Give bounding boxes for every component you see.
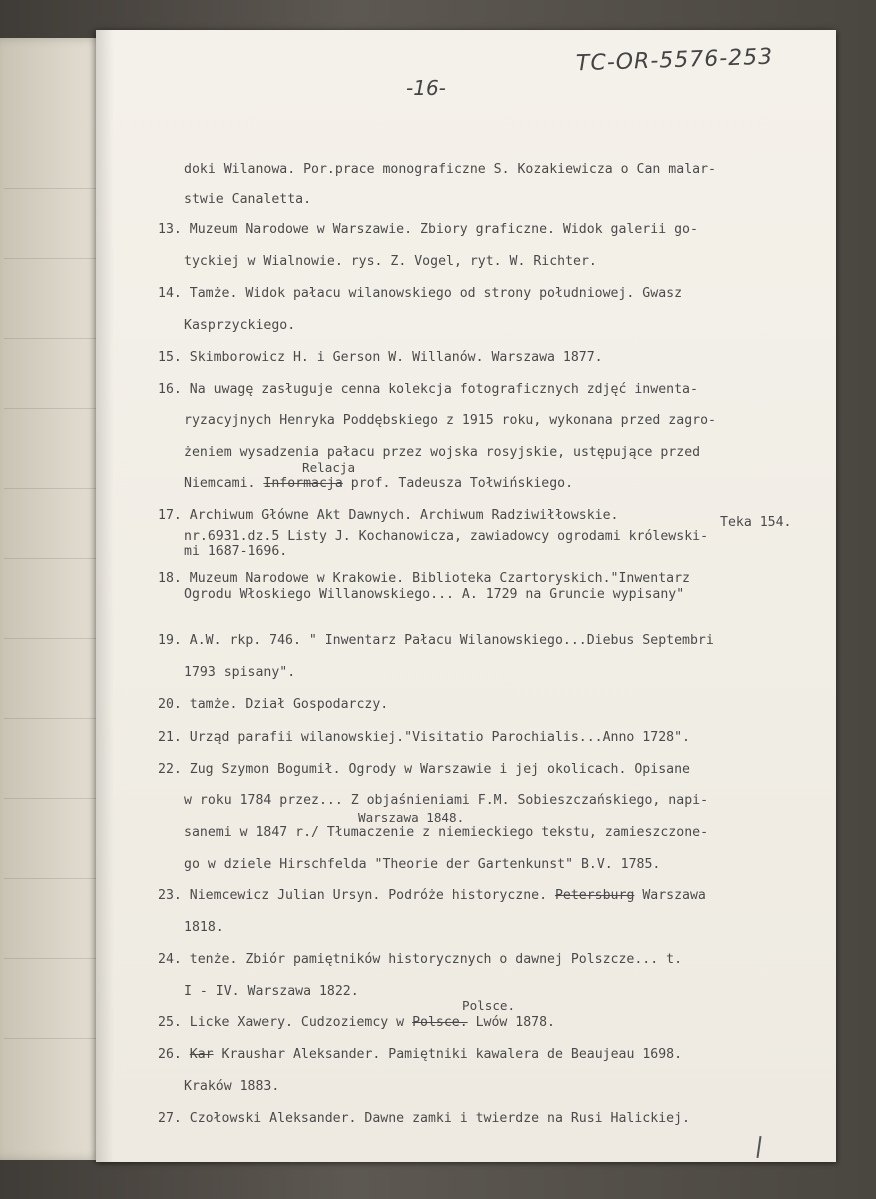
text-line: Niemcami. Informacja prof. Tadeusza Tołwińskiego.	[184, 476, 574, 491]
archive-signature: TC-OR-5576-253	[575, 44, 774, 77]
document-page	[96, 30, 836, 1162]
text-line: go w dziele Hirschfelda "Theorie der Gartenkunst" B.V. 1785.	[184, 857, 661, 872]
text-line: w roku 1784 przez... Z objaśnieniami F.M. Sobieszczańskiego, napi-	[184, 793, 709, 808]
text-line: 15. Skimborowicz H. i Gerson W. Willanów. Warszawa 1877.	[158, 350, 603, 365]
text-line: sanemi w 1847 r./ Tłumaczenie z niemieckiego tekstu, zamieszczone-	[184, 825, 709, 840]
text-line: Teka 154.	[720, 515, 792, 530]
text-line: 26. Kar Kraushar Aleksander. Pamiętniki kawalera de Beaujeau 1698.	[158, 1047, 683, 1062]
text-line: 27. Czołowski Aleksander. Dawne zamki i twierdze na Rusi Halickiej.	[158, 1111, 690, 1126]
handwritten-insertion: Relacja	[302, 460, 356, 475]
text-line: 24. tenże. Zbiór pamiętników historycznych o dawnej Polszcze... t.	[158, 952, 683, 967]
handwritten-insertion: Warszawa 1848.	[358, 810, 465, 825]
text-line: 23. Niemcewicz Julian Ursyn. Podróże historyczne. Petersburg Warszawa	[158, 888, 706, 903]
struck-word: Kar	[189, 1047, 214, 1062]
text-line: 14. Tamże. Widok pałacu wilanowskiego od strony południowej. Gwasz	[158, 286, 683, 301]
text-line: Ogrodu Włoskiego Willanowskiego... A. 1729 na Gruncie wypisany"	[184, 587, 685, 602]
text-line: mi 1687-1696.	[184, 544, 288, 559]
struck-word: Petersburg	[554, 888, 635, 903]
text-line: I - IV. Warszawa 1822.	[184, 984, 359, 999]
text-line: 1793 spisany".	[184, 665, 296, 680]
text-line: nr.6931.dz.5 Listy J. Kochanowicza, zawiadowcy ogrodami królewski-	[184, 529, 709, 544]
text-line: 22. Zug Szymon Bogumił. Ogrody w Warszawie i jej okolicach. Opisane	[158, 762, 690, 777]
text-line: 1818.	[184, 920, 224, 935]
text-line: 16. Na uwagę zasługuje cenna kolekcja fotograficznych zdjęć inwenta-	[158, 382, 698, 397]
text-line: 21. Urząd parafii wilanowskiej."Visitatio Parochialis...Anno 1728".	[158, 730, 690, 745]
text-line: 13. Muzeum Narodowe w Warszawie. Zbiory graficzne. Widok galerii go-	[158, 222, 698, 237]
text-line: stwie Canaletta.	[184, 192, 312, 207]
struck-word: Informacja	[263, 476, 343, 491]
text-line: 25. Licke Xawery. Cudzoziemcy w Polsce. Lwów 1878.	[158, 1015, 555, 1030]
text-line: 18. Muzeum Narodowe w Krakowie. Biblioteka Czartoryskich."Inwentarz	[158, 571, 690, 586]
text-line: 20. tamże. Dział Gospodarczy.	[158, 697, 389, 712]
text-line: Kraków 1883.	[184, 1079, 280, 1094]
page-number: -16-	[406, 76, 446, 100]
text-line: tyckiej w Wialnowie. rys. Z. Vogel, ryt. W. Richter.	[184, 254, 597, 269]
text-line: żeniem wysadzenia pałacu przez wojska rosyjskie, ustępujące przed	[184, 445, 701, 460]
text-line: doki Wilanowa. Por.prace monograficzne S. Kozakiewicza o Can malar-	[184, 162, 716, 177]
struck-word: Polsce.	[412, 1015, 468, 1030]
text-line: 17. Archiwum Główne Akt Dawnych. Archiwum Radziwiłłowskie.	[158, 508, 619, 523]
pen-mark	[756, 1136, 761, 1158]
text-line: Kasprzyckiego.	[184, 318, 296, 333]
text-line: 19. A.W. rkp. 746. " Inwentarz Pałacu Wilanowskiego...Diebus Septembri	[158, 633, 714, 648]
text-line: ryzacyjnych Henryka Poddębskiego z 1915 roku, wykonana przed zagro-	[184, 413, 716, 428]
handwritten-insertion: Polsce.	[462, 998, 516, 1013]
